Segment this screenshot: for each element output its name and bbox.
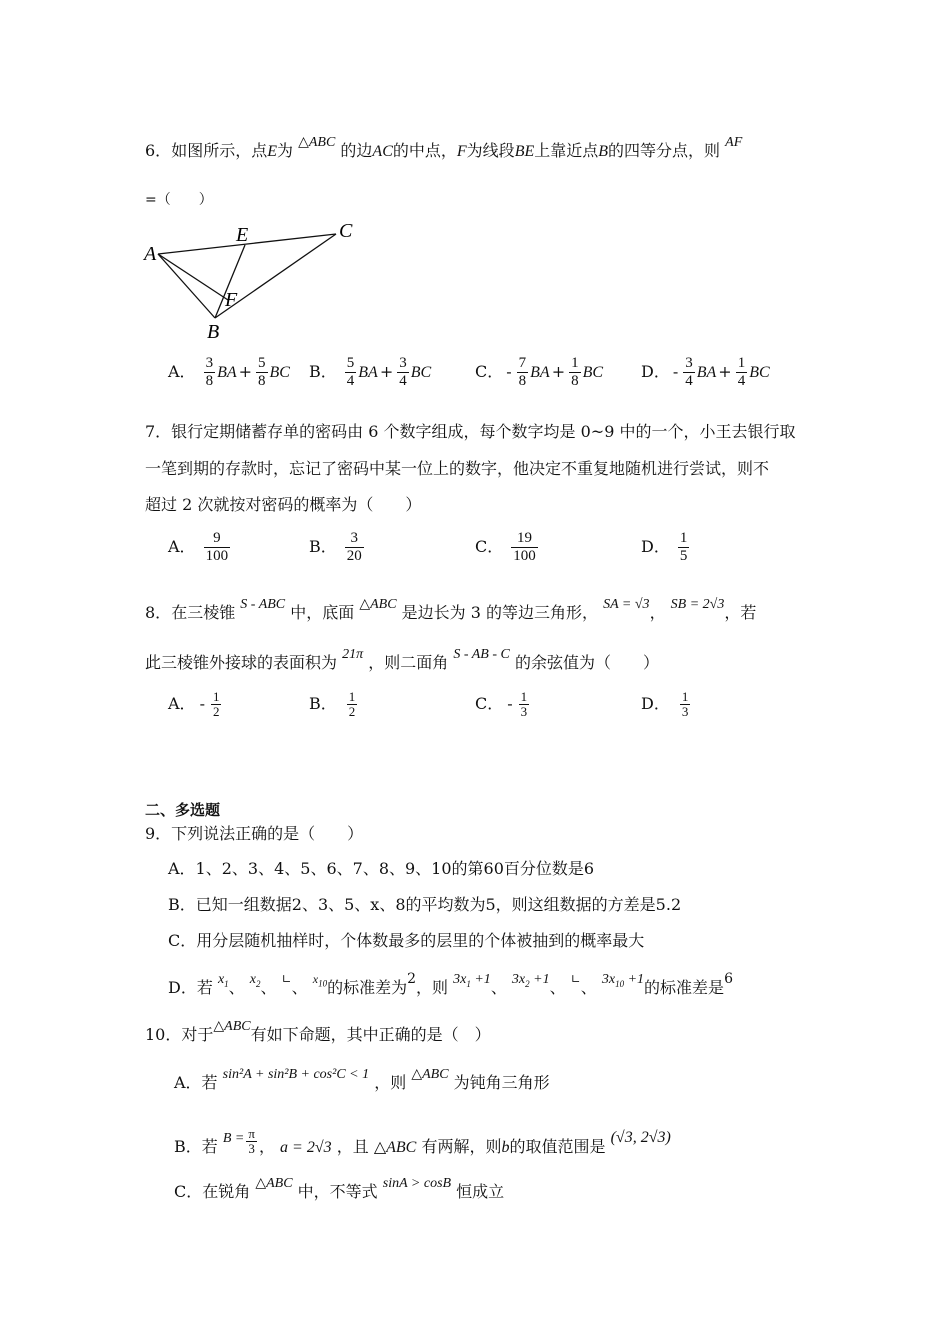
- fraction: $\frac{1}{8}$: [571, 355, 579, 389]
- q8-option-c: C． - $\frac{1}{3}$: [475, 689, 528, 719]
- q6-triangle-figure: [140, 215, 370, 345]
- q7-stem-line2: 一笔到期的存款时，忘记了密码中某一位上的数字，他决定不重复地随机进行尝试，则不: [145, 459, 770, 478]
- fraction: $\frac{9}{100}$: [205, 530, 229, 564]
- q7-stem-line1: 7．银行定期储蓄存单的密码由 6 个数字组成，每个数字均是 0~9 中的一个，小王去银行取: [145, 422, 796, 441]
- q7-option-b: B． $\frac{3}{20}$: [309, 530, 362, 564]
- q7-option-d: D． $\frac{1}{5}$: [641, 530, 688, 564]
- q6-option-d: D． - $\frac{3}{4}$ BA + $\frac{1}{4}$ BC: [641, 355, 770, 389]
- q6-stem-line1: 6．如图所示，点E为 △ABC 的边AC的中点，F为线段BE上靠近点B的四等分点，则 AF: [145, 135, 743, 160]
- fig-label-C: C: [339, 220, 353, 242]
- fraction: $\frac{5}{8}$: [258, 355, 266, 389]
- fraction: $\frac{5}{4}$: [346, 355, 355, 389]
- fig-label-A: A: [144, 243, 157, 265]
- fraction: $\frac{1}{2}$: [212, 689, 220, 719]
- q10-stem: 10．对于△ABC有如下命题，其中正确的是（ ）: [145, 1019, 491, 1044]
- q10-option-a: A．若 sin²A + sin²B + cos²C < 1 ，则 △ABC 为钝角三角形: [174, 1067, 550, 1092]
- q6-option-c: C． - $\frac{7}{8}$ BA + $\frac{1}{8}$ BC: [475, 355, 604, 389]
- q7-stem-line3: 超过 2 次就按对密码的概率为（ ）: [145, 495, 422, 514]
- fraction: $\frac{3}{20}$: [346, 530, 362, 564]
- fig-label-E: E: [236, 224, 249, 246]
- fraction: $\frac{3}{8}$: [205, 355, 214, 389]
- q9-option-c: C．用分层随机抽样时，个体数最多的层里的个体被抽到的概率最大: [168, 931, 645, 950]
- fig-label-B: B: [207, 321, 220, 343]
- fraction: $\frac{1}{4}$: [737, 355, 746, 389]
- section-title-multi-choice: 二、多选题: [145, 801, 221, 819]
- fraction: $\frac{3}{4}$: [399, 355, 407, 389]
- q9-stem: 9．下列说法正确的是（ ）: [145, 824, 364, 843]
- fraction: $\frac{7}{8}$: [518, 355, 527, 389]
- fraction: $\frac{1}{3}$: [520, 689, 528, 719]
- q6-answer-blank: =（ ）: [145, 192, 213, 208]
- fraction: $\frac{19}{100}$: [513, 530, 536, 564]
- q6-option-a: A． $\frac{3}{8}$ BA + $\frac{5}{8}$ BC: [168, 355, 290, 389]
- q7-option-c: C． $\frac{19}{100}$: [475, 530, 536, 564]
- q8-option-a: A． - $\frac{1}{2}$: [168, 689, 220, 719]
- q7-option-a: A． $\frac{9}{100}$: [168, 530, 229, 564]
- fig-label-F: F: [225, 289, 238, 311]
- fraction: $\frac{1}{3}$: [681, 689, 689, 719]
- q10-option-c: C．在锐角 △ABC 中，不等式 sinA > cosB 恒成立: [174, 1176, 505, 1201]
- q8-stem-line2: 此三棱锥外接球的表面积为 21π ，则二面角 S - AB - C 的余弦值为（ ）: [145, 647, 659, 672]
- fraction: $\frac{3}{4}$: [685, 355, 693, 389]
- fraction: $\frac{1}{5}$: [679, 530, 688, 564]
- q8-stem-line1: 8．在三棱锥 S - ABC 中，底面 △ABC 是边长为 3 的等边三角形， SA = √3， SB = 2√3，若: [145, 597, 757, 622]
- q9-option-b: B．已知一组数据2、3、5、x、8的平均数为5，则这组数据的方差是5.2: [168, 895, 682, 914]
- q9-option-a: A．1、2、3、4、5、6、7、8、9、10的第60百分位数是6: [168, 859, 595, 878]
- q8-option-b: B． $\frac{1}{2}$: [309, 689, 356, 719]
- fraction: $\frac{1}{2}$: [348, 689, 356, 719]
- q6-option-b: B． $\frac{5}{4}$ BA + $\frac{3}{4}$ BC: [309, 355, 432, 389]
- q8-option-d: D． $\frac{1}{3}$: [641, 689, 689, 719]
- q9-option-d: D．若 $x_1$、 $x_2$、 ∟、 $^{x_{10}}$的标准差为2，则 $3x_1 +1$、 $3x_2 +1$、 ∟、 $3x_{10} +1$的标准差是6: [168, 971, 733, 997]
- q10-option-b: B．若 B = $\frac{\pi}{3}$ ， a = 2√3 ，且 △ABC 有两解，则b的取值范围是 (√3, 2√3): [174, 1126, 671, 1156]
